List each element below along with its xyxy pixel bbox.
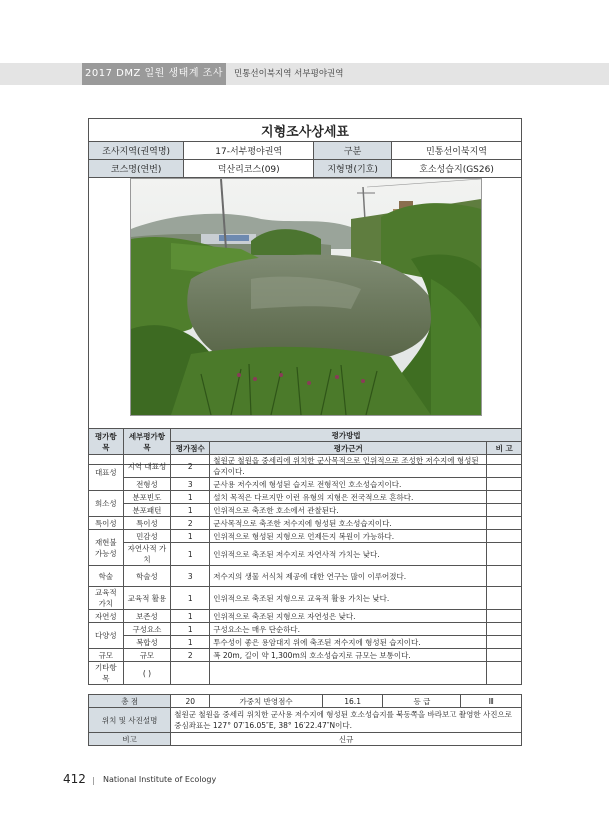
score: 1 (171, 491, 210, 504)
page-number: 412 (63, 772, 86, 786)
item-diversity: 다양성 (89, 623, 124, 649)
note-value: 신규 (171, 733, 522, 746)
wetland-photo (130, 178, 482, 416)
sub-item: 분포패턴 (123, 504, 171, 517)
item-other: 기타항목 (89, 662, 124, 685)
note-cell (487, 662, 522, 685)
score: 1 (171, 623, 210, 636)
sub-item: 구성요소 (123, 623, 171, 636)
sub-item: 학술성 (123, 566, 171, 587)
note-cell (487, 478, 522, 491)
course-label: 코스명(연번) (89, 160, 184, 178)
wetland-photo-illustration (131, 179, 481, 415)
score: 1 (171, 530, 210, 543)
survey-region-label: 조사지역(권역명) (89, 142, 184, 160)
division-value: 민통선이북지역 (392, 142, 522, 160)
summary-table (88, 694, 522, 746)
header-subtitle: 민통선이북지역 서부평야권역 (234, 69, 344, 79)
weighted-label: 가중치 반영점수 (210, 695, 323, 708)
sub-item: 규모 (123, 649, 171, 662)
note-cell (487, 610, 522, 623)
item-rarity: 희소성 (89, 491, 124, 517)
item-uniqueness: 특이성 (89, 517, 124, 530)
col-item: 평가항목 (89, 429, 124, 455)
score: 1 (171, 587, 210, 610)
total-label: 총 점 (89, 695, 171, 708)
basis: 저수지의 생물 서식처 제공에 대한 연구는 많이 이루어졌다. (210, 566, 487, 587)
item-academic: 학술 (89, 566, 124, 587)
evaluation-table (88, 428, 522, 685)
total-value: 20 (171, 695, 210, 708)
score: 3 (171, 566, 210, 587)
basis: 인위적으로 축조한 호소에서 관찰된다. (210, 504, 487, 517)
landform-label: 지형명(기호) (314, 160, 392, 178)
weighted-value: 16.1 (322, 695, 383, 708)
sub-item: 보존성 (123, 610, 171, 623)
division-label: 구분 (314, 142, 392, 160)
sub-item: 전형성 (123, 478, 171, 491)
col-basis: 평가근거 (210, 442, 487, 455)
note-cell (487, 517, 522, 530)
basis: 군사목적으로 축조한 저수지에 형성된 호소성습지이다. (210, 517, 487, 530)
item-scale: 규모 (89, 649, 124, 662)
score: 1 (171, 636, 210, 649)
sub-item: 특이성 (123, 517, 171, 530)
basis: 폭 20m, 길이 약 1,300m의 호소성습지로 규모는 보통이다. (210, 649, 487, 662)
basis (210, 662, 487, 685)
basis: 투수성이 좋은 용암대지 위에 축조된 저수지에 형성된 습지이다. (210, 636, 487, 649)
score: 1 (171, 610, 210, 623)
score: 2 (171, 455, 210, 478)
footer-organization: National Institute of Ecology (103, 775, 217, 784)
header-tab-title: 2017 DMZ 일원 생태계 조사 (82, 63, 226, 85)
item-irreproducibility: 재현불가능성 (89, 530, 124, 566)
sub-item: ( ) (123, 662, 171, 685)
sub-item: 지역 대표성 (123, 455, 171, 478)
sub-item: 민감성 (123, 530, 171, 543)
sub-item: 분포빈도 (123, 491, 171, 504)
note-cell (487, 623, 522, 636)
note-cell (487, 455, 522, 478)
note-cell (487, 504, 522, 517)
location-text: 철원군 철원읍 중세리 위치한 군사용 저수지에 형성된 호소성습지를 북동쪽을 바라보고 촬영한 사진으로 중심좌표는 127° 07′16.05″E, 38° 16′22.47″N이다. (171, 708, 522, 733)
sub-item: 복합성 (123, 636, 171, 649)
item-naturalness: 자연성 (89, 610, 124, 623)
col-sub-item: 세부평가항목 (123, 429, 171, 455)
course-value: 덕산리코스(09) (184, 160, 314, 178)
sub-item: 교육적 활용 (123, 587, 171, 610)
col-score: 평가점수 (171, 442, 210, 455)
basis: 인위적으로 축조된 지형으로 교육적 활용 가치는 낮다. (210, 587, 487, 610)
col-method: 평가방법 (171, 429, 522, 442)
note-label: 비고 (89, 733, 171, 746)
grade-value: Ⅲ (461, 695, 522, 708)
note-cell (487, 530, 522, 543)
basis: 인위적으로 축조된 지형으로 자연성은 낮다. (210, 610, 487, 623)
location-label: 위치 및 사진설명 (89, 708, 171, 733)
score: 1 (171, 543, 210, 566)
item-educational: 교육적가치 (89, 587, 124, 610)
score (171, 662, 210, 685)
basis: 구성요소는 매우 단순하다. (210, 623, 487, 636)
note-cell (487, 543, 522, 566)
note-cell (487, 566, 522, 587)
score: 1 (171, 504, 210, 517)
note-cell (487, 636, 522, 649)
score: 2 (171, 517, 210, 530)
basis: 인위적으로 축조된 저수지로 자연사적 가치는 낮다. (210, 543, 487, 566)
note-cell (487, 649, 522, 662)
basis: 철원군 철원읍 중세리에 위치한 군사목적으로 인위적으로 조성한 저수지에 형성된 습지이다. (210, 455, 487, 478)
basis: 인위적으로 형성된 지형으로 언제든지 복원이 가능하다. (210, 530, 487, 543)
basis: 군사용 저수지에 형성된 습지로 전형적인 호소성습지이다. (210, 478, 487, 491)
basis: 설치 목적은 다르지만 이런 유형의 지형은 전국적으로 흔하다. (210, 491, 487, 504)
sheet-title: 지형조사상세표 (89, 119, 522, 142)
item-representativeness: 대표성 (89, 455, 124, 491)
landform-value: 호소성습지(GS26) (392, 160, 522, 178)
footer-separator: | (92, 776, 95, 785)
score: 3 (171, 478, 210, 491)
sub-item: 자연사적 가치 (123, 543, 171, 566)
col-note: 비 고 (487, 442, 522, 455)
note-cell (487, 491, 522, 504)
grade-label: 등 급 (383, 695, 461, 708)
survey-region-value: 17-서부평야권역 (184, 142, 314, 160)
score: 2 (171, 649, 210, 662)
note-cell (487, 587, 522, 610)
